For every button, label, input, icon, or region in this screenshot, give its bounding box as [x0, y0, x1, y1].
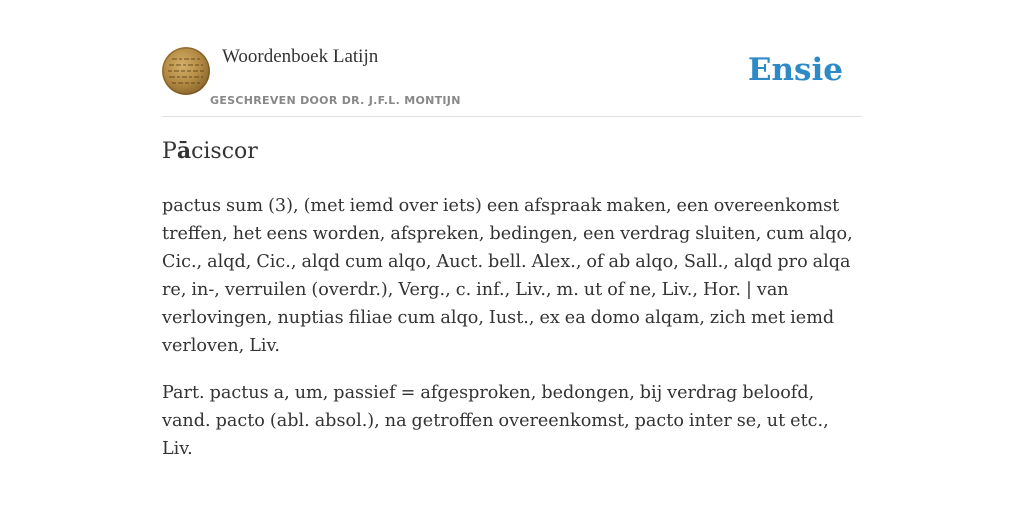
headword-prefix: P	[162, 139, 177, 164]
definition-paragraph: pactus sum (3), (met iemd over iets) een afspraak maken, een overeenkomst treffen, het eens worden, afspreken, bedingen, een verdrag sluiten, cum alqo, Cic., alqd, Cic., alqd cum alqo, Auct. bell. Alex., of ab alqo, Sall., alqd pro alqa re, in-, verruilen (overdr.), Verg., c. inf., Liv., m. ut of ne, Liv., Hor. | van verlovingen, nuptias filiae cum alqo, Iust., ex ea domo alqam, zich met iemd verloven, Liv.	[162, 196, 853, 356]
source-header	[162, 44, 862, 117]
source-title[interactable]: Woordenboek Latijn	[222, 46, 379, 67]
definition-paragraph: Part. pactus a, um, passief = afgesproken, bedongen, bij verdrag beloofd, vand. pacto (abl. absol.), na getroffen overeenkomst, pacto inter se, ut etc., Liv.	[162, 383, 829, 459]
definition-body	[162, 192, 862, 482]
headword-macron-letter: ā	[176, 138, 192, 164]
ensie-logo[interactable]: Ensie	[747, 52, 843, 88]
author-byline[interactable]: GESCHREVEN DOOR DR. J.F.L. MONTIJN	[210, 94, 461, 107]
inscription-icon	[162, 47, 210, 95]
headword	[162, 138, 258, 164]
source-avatar-icon[interactable]	[162, 47, 210, 95]
headword-suffix: ciscor	[191, 139, 258, 164]
